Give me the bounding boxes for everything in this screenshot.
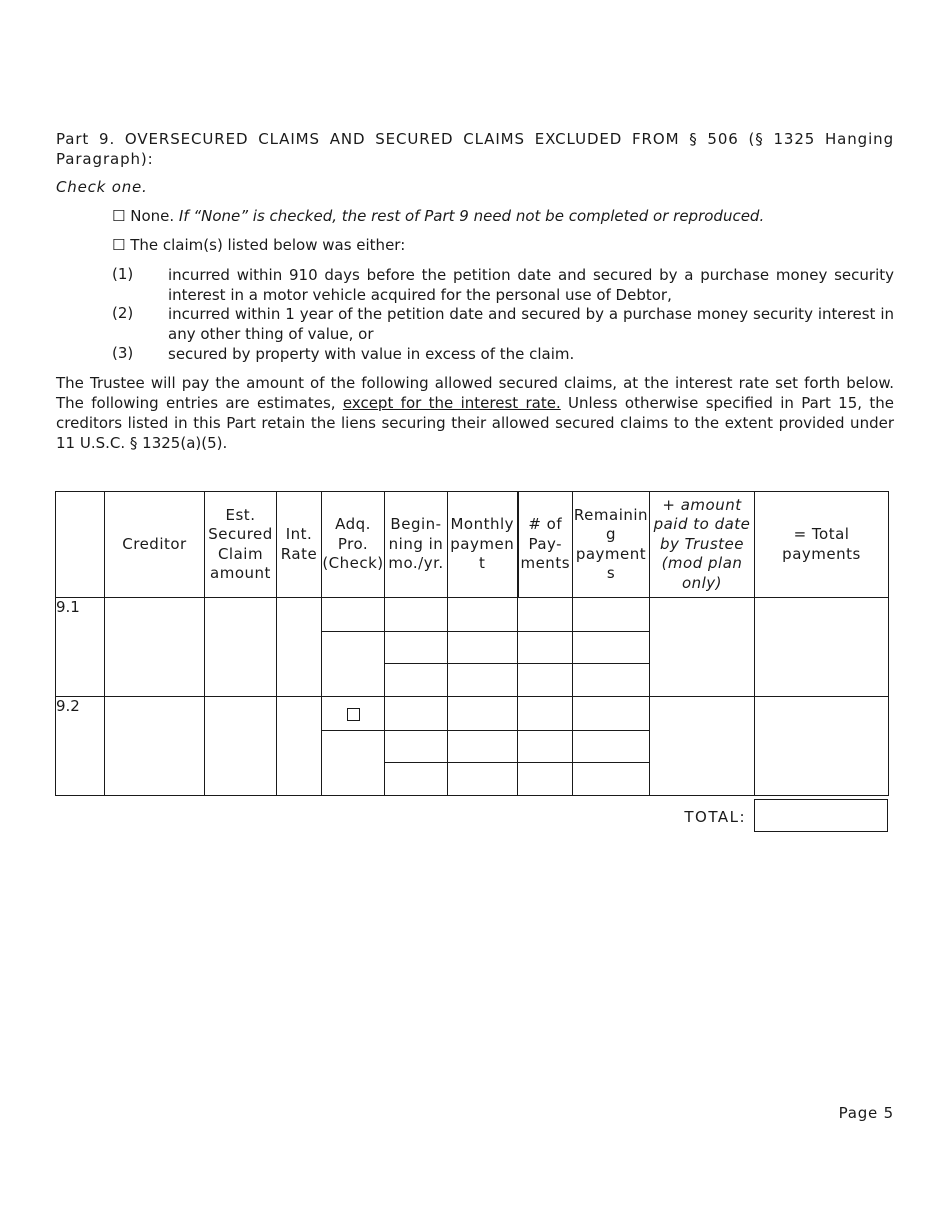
page-number: Page 5 (838, 1104, 894, 1122)
part-heading: Part 9. OVERSECURED CLAIMS AND SECURED CLAIMS EXCLUDED FROM § 506 (§ 1325 Hanging Paragraph): (56, 130, 894, 168)
beginning-date-cell[interactable] (385, 697, 448, 731)
total-amount-field[interactable] (754, 799, 888, 832)
adequate-protection-cell[interactable] (322, 731, 385, 796)
interest-rate-cell[interactable] (277, 697, 322, 796)
row-label: 9.1 (56, 598, 105, 697)
adequate-protection-header: Adq. Pro. (Check) (322, 492, 385, 598)
adequate-protection-cell[interactable] (322, 697, 385, 731)
number-of-payments-cell[interactable] (518, 664, 573, 697)
condition-text: incurred within 1 year of the petition date and secured by a purchase money security interest in any other thing of value, or (168, 305, 894, 343)
row-label-header (56, 492, 105, 598)
row-label: 9.2 (56, 697, 105, 796)
total-payments-cell[interactable] (755, 697, 889, 796)
beginning-date-cell[interactable] (385, 731, 448, 763)
number-of-payments-cell[interactable] (518, 731, 573, 763)
remaining-payments-cell[interactable] (573, 697, 650, 731)
condition-text: incurred within 910 days before the petition date and secured by a purchase money security interest in a motor vehicle acquired for the personal use of Debtor, (168, 266, 894, 304)
amount-paid-cell[interactable] (650, 598, 755, 697)
adequate-protection-cell[interactable] (322, 632, 385, 697)
table-row (56, 697, 889, 731)
remaining-payments-cell[interactable] (573, 731, 650, 763)
number-of-payments-cell[interactable] (518, 632, 573, 664)
none-note: If “None” is checked, the rest of Part 9 need not be completed or reproduced. (178, 207, 765, 225)
amount-paid-cell[interactable] (650, 697, 755, 796)
creditor-cell[interactable] (105, 697, 205, 796)
option-claims-listed[interactable] (112, 236, 405, 254)
monthly-payment-cell[interactable] (448, 763, 518, 796)
remaining-payments-cell[interactable] (573, 664, 650, 697)
none-checkbox[interactable]: ☐ (112, 207, 126, 225)
creditor-header: Creditor (105, 492, 205, 598)
claim-amount-cell[interactable] (205, 697, 277, 796)
none-label: None. (125, 207, 179, 225)
option-none[interactable] (112, 207, 764, 225)
claim-amount-cell[interactable] (205, 598, 277, 697)
number-of-payments-cell[interactable] (518, 763, 573, 796)
remaining-payments-header: Remaining payments (573, 492, 650, 598)
monthly-payment-cell[interactable] (448, 598, 518, 632)
check-one-instruction: Check one. (56, 178, 148, 196)
claim-amount-header: Est. Secured Claim amount (205, 492, 277, 598)
beginning-date-cell[interactable] (385, 632, 448, 664)
monthly-payment-cell[interactable] (448, 731, 518, 763)
number-of-payments-cell[interactable] (518, 598, 573, 632)
adequate-protection-checkbox[interactable] (347, 708, 360, 721)
beginning-date-header: Begin-ning in mo./yr. (385, 492, 448, 598)
beginning-date-cell[interactable] (385, 763, 448, 796)
monthly-payment-cell[interactable] (448, 664, 518, 697)
interest-rate-emphasis: except for the interest rate. (342, 394, 561, 412)
remaining-payments-cell[interactable] (573, 632, 650, 664)
condition-number: (3) (112, 344, 134, 362)
remaining-payments-cell[interactable] (573, 598, 650, 632)
adequate-protection-cell[interactable] (322, 598, 385, 632)
table-row (56, 598, 889, 632)
remaining-payments-cell[interactable] (573, 763, 650, 796)
secured-claims-table (55, 491, 889, 796)
condition-number: (2) (112, 304, 134, 322)
total-payments-header: = Total payments (755, 492, 889, 598)
condition-number: (1) (112, 265, 134, 283)
monthly-payment-cell[interactable] (448, 632, 518, 664)
beginning-date-cell[interactable] (385, 664, 448, 697)
beginning-date-cell[interactable] (385, 598, 448, 632)
monthly-payment-header: Monthly payment (448, 492, 518, 598)
creditor-cell[interactable] (105, 598, 205, 697)
monthly-payment-cell[interactable] (448, 697, 518, 731)
trustee-payment-paragraph: The Trustee will pay the amount of the following allowed secured claims, at the interest rate set forth below. The following entries are estimates, except for the interest rate. Unless otherwise specified in Part 15, the creditors listed in this Part retain the liens securing their allowed secured claims to the extent provided under 11 U.S.C. § 1325(a)(5). (56, 374, 894, 452)
interest-rate-cell[interactable] (277, 598, 322, 697)
table-header-row (56, 492, 889, 598)
number-of-payments-cell[interactable] (518, 697, 573, 731)
interest-rate-header: Int. Rate (277, 492, 322, 598)
condition-text: secured by property with value in excess of the claim. (168, 345, 575, 363)
amount-paid-to-date-header: + amount paid to date by Trustee (mod plan only) (650, 492, 755, 598)
total-label: TOTAL: (684, 808, 746, 826)
number-of-payments-header: # of Pay-ments (518, 492, 573, 598)
total-payments-cell[interactable] (755, 598, 889, 697)
claims-label: The claim(s) listed below was either: (125, 236, 406, 254)
claims-checkbox[interactable]: ☐ (112, 236, 126, 254)
